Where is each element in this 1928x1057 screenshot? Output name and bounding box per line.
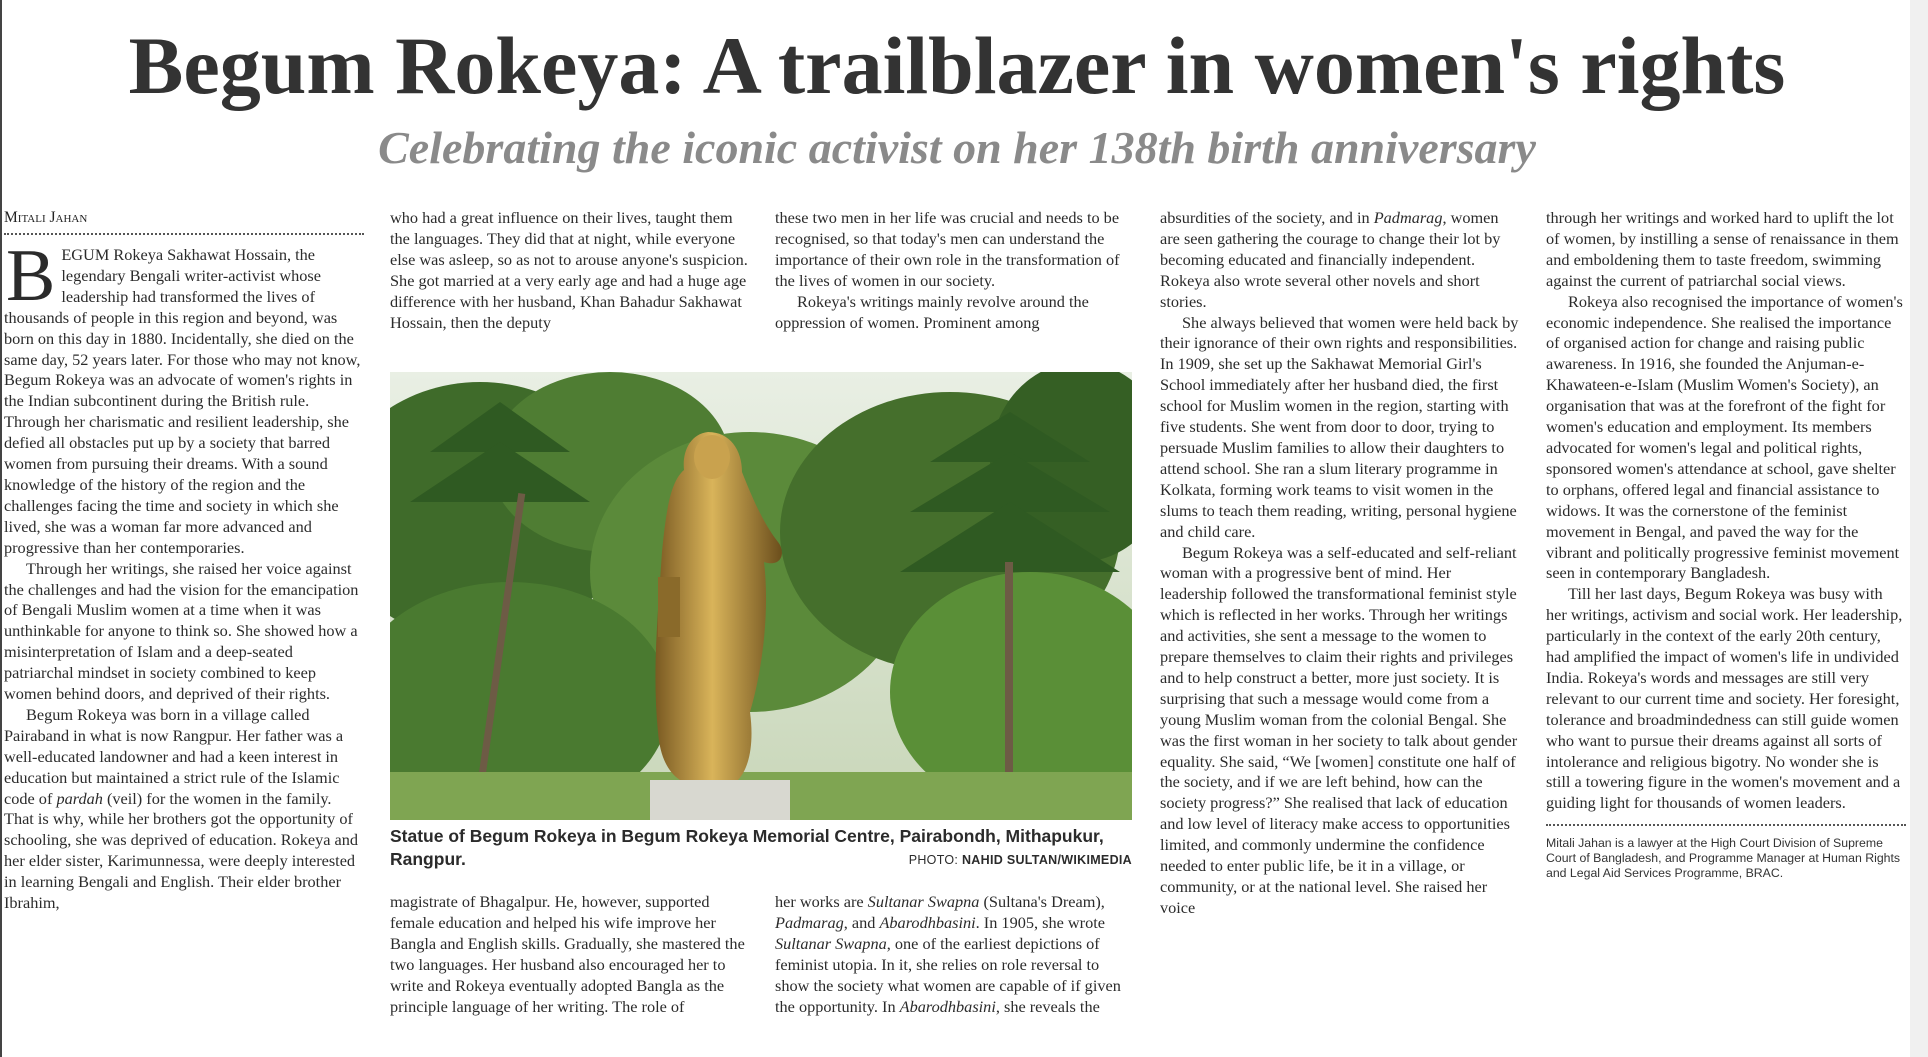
subheadline: Celebrating the iconic activist on her 138th birth anniversary (378, 122, 1536, 173)
paragraph-3 (4, 705, 364, 914)
paragraph: Till her last days, Begum Rokeya was busy with her writings, activism and social work. Her leadership, particularly in the context of the early 20th century, had amplified the impact of women's life in undivided India. Rokeya's words and messages are still very relevant to our current time and society. Her foresight, tolerance and broadmindedness can still guide women who want to pursue their dreams against all sorts of intolerance and religious bigotry. No wonder she is still a towering figure in the women's movement and a guiding light for thousands of women leaders. (1546, 584, 1903, 813)
paragraph: these two men in her life was crucial and needs to be recognised, so that today's men can understand the importance of their own role in the transformation of the lives of women in our society. (775, 208, 1120, 290)
column-1 (4, 208, 364, 914)
column-3-top (775, 208, 1135, 333)
page-edge (1910, 0, 1928, 1057)
book-title: Padmarag (775, 912, 844, 932)
book-title: Sultanar Swapna (775, 933, 887, 953)
column-5 (1546, 208, 1906, 881)
photo-caption: Statue of Begum Rokeya in Begum Rokeya Memorial Centre, Pairabondh, Mithapukur, Rangpur. (390, 826, 1104, 869)
paragraph-3-text-a: Begum Rokeya was born in a village called Pairaband in what is now Rangpur. Her father was a well-educated landowner and had a keen interest in education but maintained a strict rule of the Islamic code of (4, 704, 344, 808)
text: , and (843, 912, 880, 932)
paragraph: through her writings and worked hard to uplift the lot of women, by instilling a sense of renaissance in them and emboldening them to taste freedom, swimming against the current of patriarchal social views. (1546, 208, 1899, 290)
text: . In 1905, she wrote (975, 912, 1105, 932)
column-4 (1160, 208, 1520, 919)
column-2-top (390, 208, 750, 333)
paragraph: Rokeya also recognised the importance of women's economic independence. She realised the importance of organised action for change and raising public awareness. In 1916, she founded the Anjuman-e-Khawateen-e-Islam (Muslim Women's Society), an organisation that was at the forefront of the fight for women's education and employment. Its members advocated for women's legal and political rights, sponsored women's attendance at school, gave shelter to orphans, offered legal and financial assistance to widows. It was the cornerstone of the feminist movement in Bengal, and paved the way for the vibrant and politically progressive feminist movement seen in contemporary Bangladesh. (1546, 291, 1903, 583)
credit-label: PHOTO: (908, 853, 962, 867)
book-title: Padmarag (1373, 208, 1443, 227)
headline: Begum Rokeya: A trailblazer in women's rights (128, 20, 1786, 111)
paragraph-3-text-b: (veil) for the women in the family. That is why, while her brothers got the opportunity of schooling, she was deprived of education. Rokeya and her elder sister, Karimunnessa, were deeply interested in learning Bengali and English. Their elder brother Ibrahim, (4, 788, 359, 913)
pardah-term: pardah (56, 788, 103, 808)
text: , one of the earliest depictions of feminist utopia. In it, she relies on role reversal to show the society what women are capable of if given the opportunity. In (775, 933, 1121, 1016)
paragraph (775, 892, 1135, 1017)
paragraph: who had a great influence on their lives, taught them the languages. They did that at night, while everyone else was asleep, so as not to arouse anyone's suspicion. She got married at a very early age and had a huge age difference with her husband, Khan Bahadur Sakhawat Hossain, then the deputy (390, 208, 748, 332)
paragraph: She always believed that women were held back by their ignorance of their own rights and responsibilities. In 1909, she set up the Sakhawat Memorial Girl's School immediately after her husband died, the first school for Muslim women in the region, starting with five students. She went from door to door, trying to persuade Muslim families to allow their daughters to attend school. She ran a slum literary programme in Kolkata, forming work teams to visit women in the slums to teach them reading, writing, personal hygiene and child care. (1160, 312, 1519, 541)
book-title: Sultanar Swapna (867, 892, 980, 911)
statue-photo (390, 372, 1132, 820)
photo-credit (390, 853, 1132, 867)
paragraph: magistrate of Bhagalpur. He, however, supported female education and helped his wife improve her Bangla and English skills. Gradually, she mastered the two languages. Her husband also encouraged her to write and Rokeya eventually adopted Bangla as the principle language of her writing. The role of (390, 892, 745, 1016)
paragraph (1160, 208, 1520, 313)
photo-block (390, 372, 1132, 867)
text: her works are (775, 892, 868, 911)
text: absurdities of the society, and in (1160, 208, 1374, 227)
text: , she reveals the (995, 996, 1100, 1016)
paragraph: Rokeya's writings mainly revolve around the oppression of women. Prominent among (775, 291, 1089, 332)
paragraph-1-text: EGUM Rokeya Sakhawat Hossain, the legendary Bengali writer-activist whose leadership had transformed the lives of thousands of people in this region and beyond, was born on this day in 1880. Incidentally, she died on the same day, 52 years later. For those who may not know, Begum Rokeya was an advocate of women's rights in the Indian subcontinent during the British rule. Through her charismatic and resilient leadership, she defied all obstacles put up by a society that barred women from pursuing their dreams. With a sound knowledge of the history of the region and the challenges facing the time and society in which she lived, she was a woman far more advanced and progressive than her contemporaries. (4, 245, 361, 557)
credit-name: NAHID SULTAN/WIKIMEDIA (961, 853, 1132, 867)
column-2-bottom (390, 892, 750, 1017)
text: (Sultana's Dream), (979, 892, 1105, 911)
column-3-bottom (775, 892, 1135, 1017)
drop-cap: B (6, 235, 56, 317)
byline: Mitali Jahan (4, 208, 364, 235)
text: , women are seen gathering the courage to change their lot by becoming educated and financially independent. Rokeya also wrote several other novels and short stories. (1160, 208, 1501, 311)
paragraph-1 (4, 235, 364, 559)
paragraph: Begum Rokeya was a self-educated and self-reliant woman with a progressive bent of mind. Her leadership followed the transformational feminist style which is reflected in her works. Through her writings and activities, she sent a message to the women to prepare themselves to claim their rights and privileges and to help construct a better, more just society. It is surprising that such a message would come from a young Muslim woman from the colonial Bengal. She was the first woman in her society to talk about gender equality. She said, “We [women] constitute one half of the society, and if we are left behind, how can the society progress?” She realised that lack of education and low level of literacy make access to opportunities limited, and commonly undermine the confidence needed to enter public life, be it in a village, or community, or at the national level. She raised her voice (1160, 542, 1518, 917)
author-bio: Mitali Jahan is a lawyer at the High Court Division of Supreme Court of Bangladesh, and Programme Manager at Human Rights and Legal Aid Services Programme, BRAC. (1546, 824, 1906, 881)
book-title: Abarodhbasini (879, 912, 976, 932)
paragraph-2: Through her writings, she raised her voice against the challenges and had the vision for the emancipation of Bengali Muslim women at a time when it was unthinkable for anyone to think so. She showed how a misinterpretation of Islam and a deep-seated patriarchal mindset in society combined to keep women behind doors, and deprived of their rights. (4, 558, 359, 704)
book-title: Abarodhbasini (899, 996, 996, 1016)
statue-illustration (390, 372, 1132, 820)
